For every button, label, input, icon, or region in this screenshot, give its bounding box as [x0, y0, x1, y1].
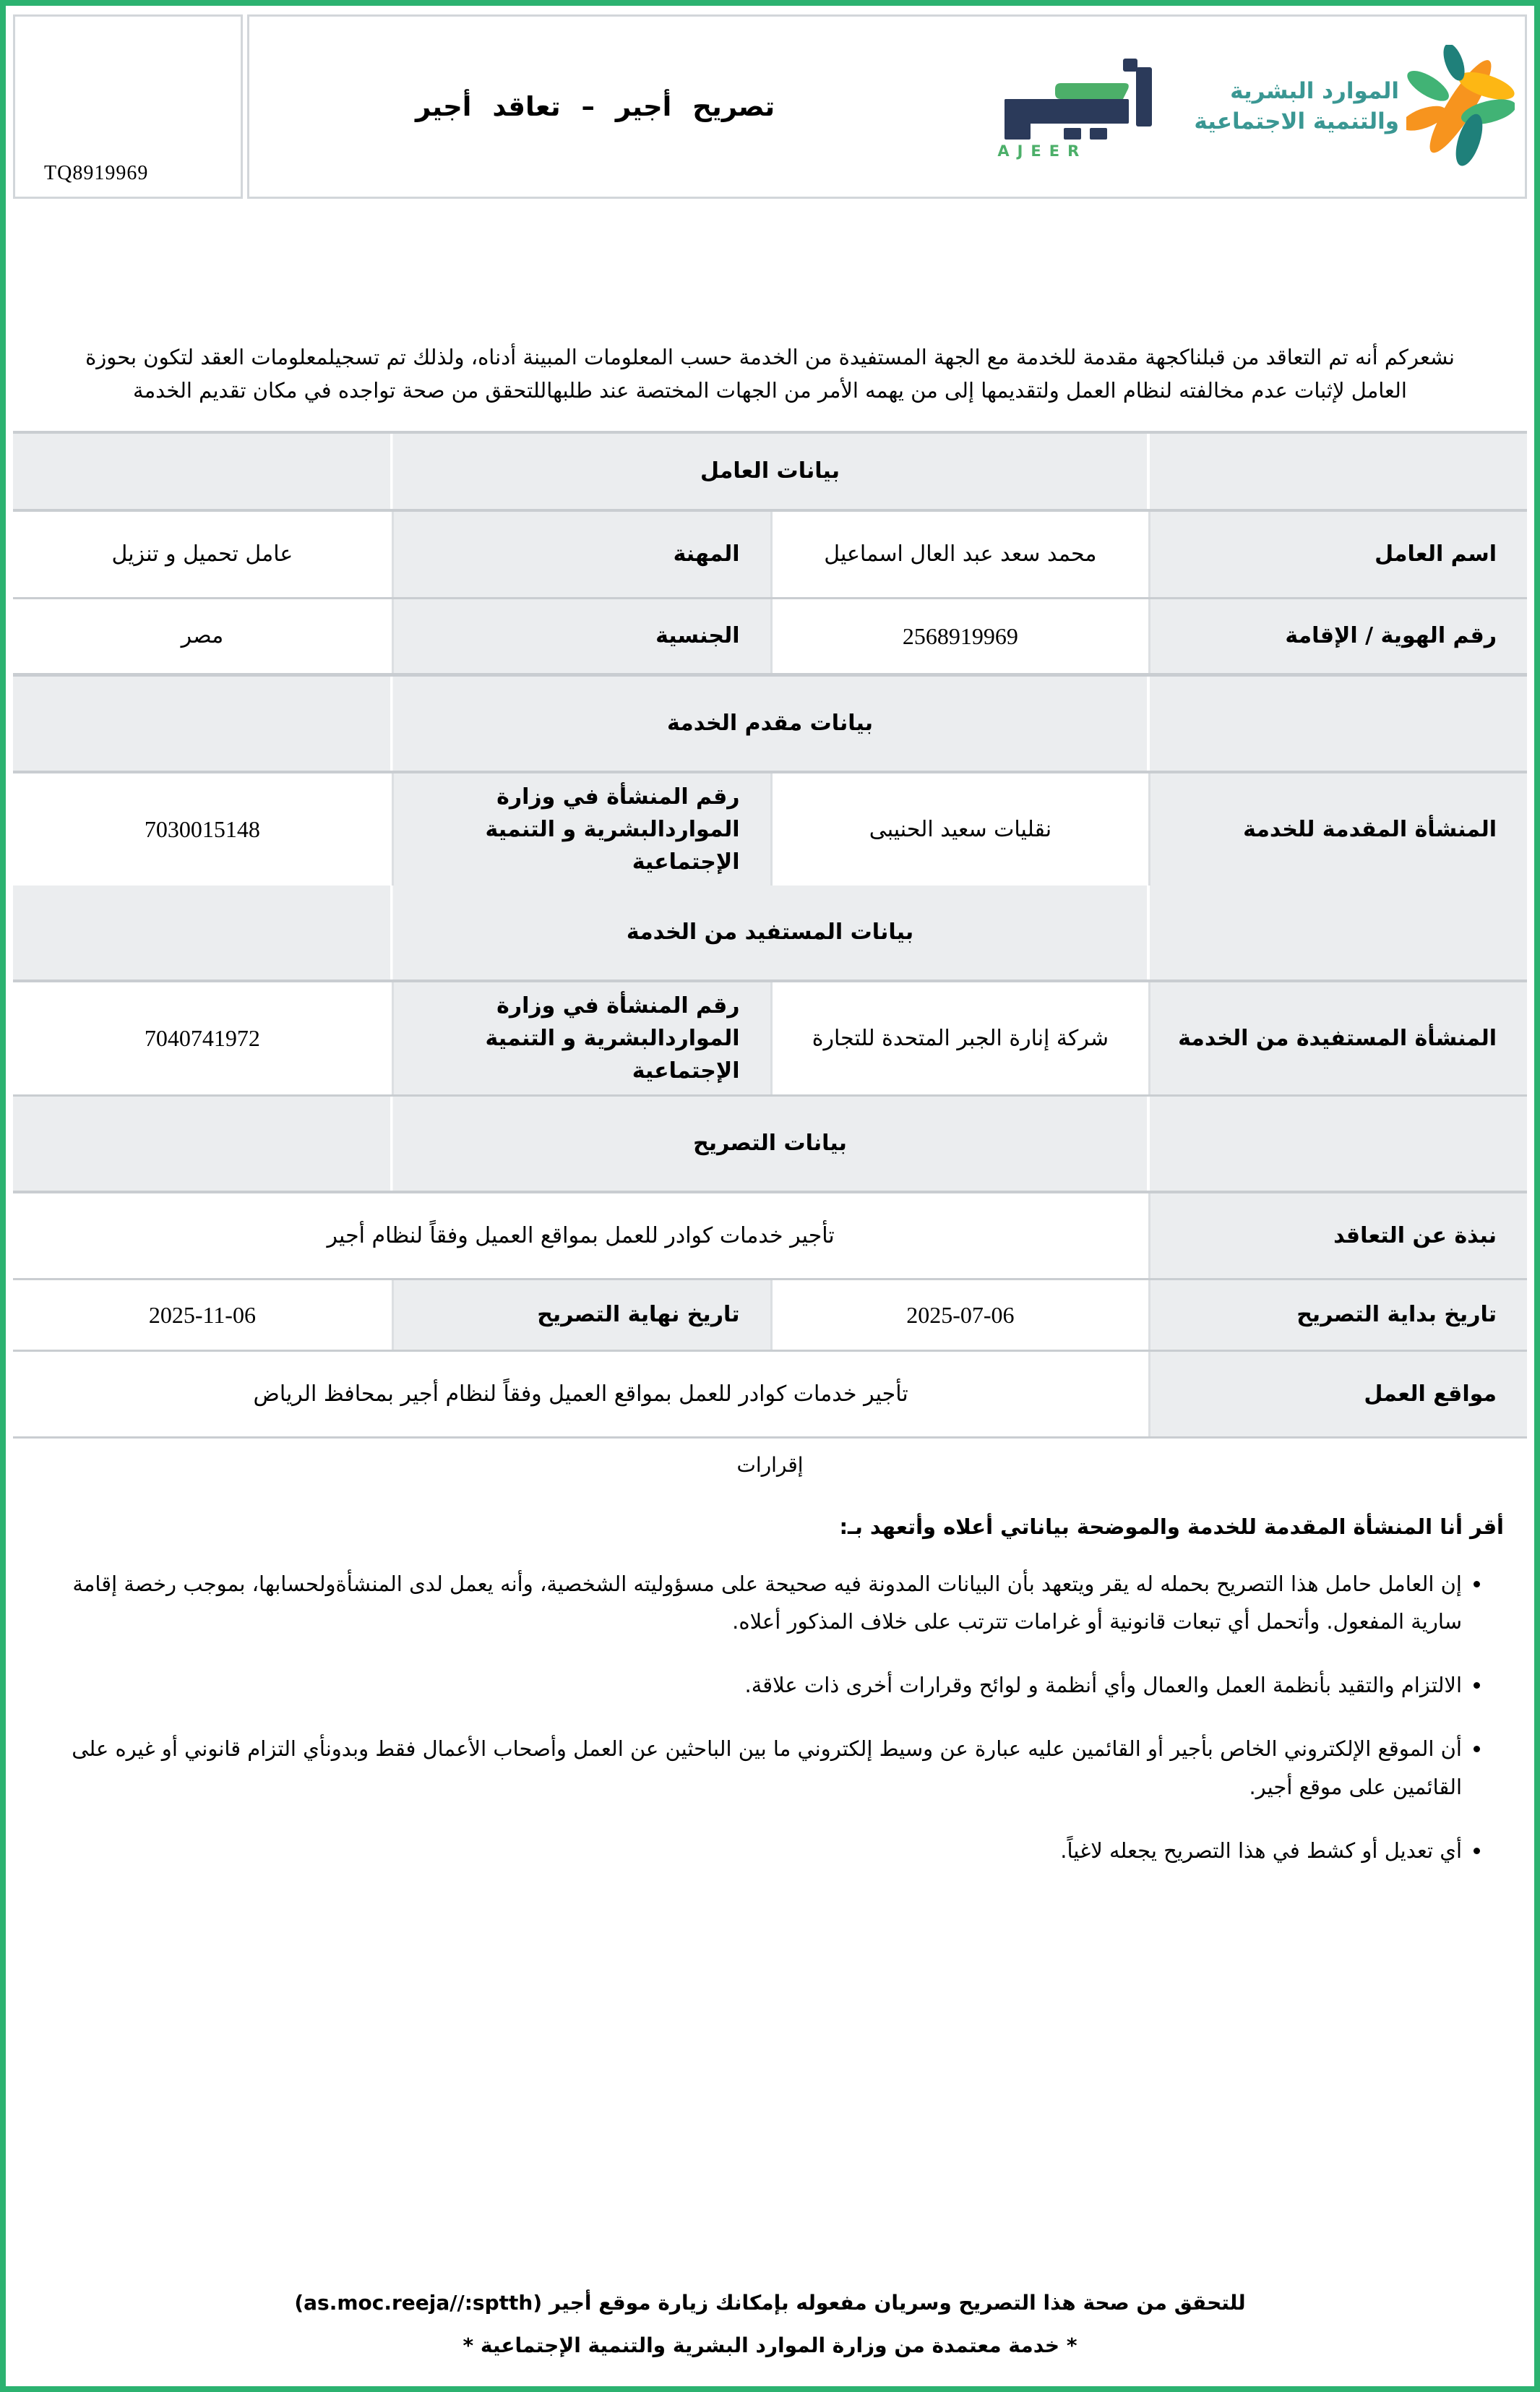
ministry-logo-icon [1406, 45, 1515, 169]
worker-id-row [13, 599, 1527, 675]
ajeer-wordmark-icon [994, 54, 1159, 140]
ministry-logo [1194, 45, 1515, 169]
worker-id-label: رقم الهوية / الإقامة [1148, 599, 1527, 673]
permit-start-value: 2025-07-06 [770, 1280, 1149, 1350]
provider-name-label: المنشأة المقدمة للخدمة [1148, 773, 1527, 886]
title-box [247, 14, 1527, 199]
permit-about-label: نبذة عن التعاقد [1148, 1193, 1527, 1278]
footer-verify-line [6, 2282, 1534, 2325]
provider-row [13, 773, 1527, 884]
permit-end-label: تاريخ نهاية التصريح [392, 1280, 770, 1350]
ministry-name [1194, 77, 1399, 137]
permit-locations-row [13, 1352, 1527, 1439]
beneficiary-name-value: شركة إنارة الجبر المتحدة للتجارة [770, 982, 1149, 1094]
worker-name-row [13, 512, 1527, 599]
permit-number-box [13, 14, 243, 199]
permit-locations-label: مواقع العمل [1148, 1352, 1527, 1436]
permit-locations-value: تأجير خدمات كوادر للعمل بمواقع العميل وفقاً لنظام أجير بمحافظ الرياض [13, 1352, 1148, 1436]
declaration-item: • أي تعديل أو كشط في هذا التصريح يجعله لاغياً. [36, 1832, 1462, 1869]
footer [6, 2282, 1534, 2367]
declaration-item: • إن العامل حامل هذا التصريح بحمله له يقر ويتعهد بأن البيانات المدونة فيه صحيحة على مسؤوليته الشخصية، وأنه يعمل لدى المنشأةولحسابها، بموجب رخصة إقامة سارية المفعول. وأتحمل أي تبعات قانونية أو غرامات تترتب على خلاف المذكور أعلاه. [36, 1565, 1462, 1640]
permit-dates-row [13, 1280, 1527, 1352]
declarations-header: إقرارات [736, 1452, 804, 1477]
intro-text: نشعركم أنه تم التعاقد من قبلناكجهة مقدمة للخدمة مع الجهة المستفيدة من الخدمة حسب المعلومات المبينة أدناه، ولذلك تم تسجيلمعلومات العقد لتكون بحوزة العامل لإثبات عدم مخالفته لنظام العمل ولتقديمها إلى من يهمه الأمر من الجهات المختصة عند طلبهاللتحقق من صحة تواجده في مكان تقديم الخدمة [85, 345, 1455, 403]
declaration-item: • الالتزام والتقيد بأنظمة العمل والعمال وأي أنظمة و لوائح وقرارات أخرى ذات علاقة. [36, 1666, 1462, 1704]
declarations-section [36, 1453, 1504, 1869]
permit-about-row [13, 1193, 1527, 1280]
worker-name-label: اسم العامل [1148, 512, 1527, 597]
worker-section-header: بيانات العامل [13, 432, 1527, 512]
ajeer-logo [994, 54, 1159, 160]
beneficiary-row [13, 982, 1527, 1095]
beneficiary-number-label: رقم المنشأة في وزارة المواردالبشرية و التنمية الإجتماعية [392, 982, 770, 1094]
provider-number-label: رقم المنشأة في وزارة المواردالبشرية و التنمية الإجتماعية [392, 773, 770, 886]
worker-occupation-label: المهنة [392, 512, 770, 597]
provider-section-header: بيانات مقدم الخدمة [13, 675, 1527, 773]
worker-occupation-value: عامل تحميل و تنزيل [13, 512, 392, 597]
permit-about-value: تأجير خدمات كوادر للعمل بمواقع العميل وفقاً لنظام أجير [13, 1193, 1148, 1278]
worker-name-value: محمد سعد عبد العال اسماعيل [770, 512, 1149, 597]
permit-end-value: 2025-11-06 [13, 1280, 392, 1350]
beneficiary-name-label: المنشأة المستفيدة من الخدمة [1148, 982, 1527, 1094]
worker-nationality-label: الجنسية [392, 599, 770, 673]
ministry-name-line1: الموارد البشرية [1230, 77, 1399, 104]
declarations-intro: أقر أنا المنشأة المقدمة للخدمة والموضحة بياناتي أعلاه وأتعهد بـ: [839, 1514, 1504, 1539]
ajeer-latin-label: AJEER [997, 142, 1088, 160]
permit-number: TQ8919969 [44, 162, 149, 184]
page-title: تصريح أجير – تعاقد أجير [416, 91, 775, 122]
footer-verify-url: (as.moc.reeja//:sptth) [294, 2291, 543, 2315]
permit-start-label: تاريخ بداية التصريح [1148, 1280, 1527, 1350]
footer-accredited-text: * خدمة معتمدة من وزارة الموارد البشرية والتنمية الإجتماعية * [463, 2333, 1077, 2358]
header [13, 14, 1527, 199]
worker-nationality-value: مصر [13, 599, 392, 673]
worker-id-value: 2568919969 [770, 599, 1149, 673]
permit-section-header: بيانات التصريح [13, 1095, 1527, 1193]
declarations-list [36, 1565, 1504, 1869]
beneficiary-number-value: 7040741972 [13, 982, 392, 1094]
ministry-name-line2: والتنمية الاجتماعية [1194, 108, 1399, 134]
permit-table [13, 431, 1527, 1439]
provider-name-value: نقليات سعيد الحنيبى [770, 773, 1149, 886]
provider-number-value: 7030015148 [13, 773, 392, 886]
declaration-item: • أن الموقع الإلكتروني الخاص بأجير أو القائمين عليه عبارة عن وسيط إلكتروني ما بين الباحثين عن العمل وأصحاب الأعمال فقط وبدونأي التزام قانوني أو غيره على القائمين على موقع أجير. [36, 1730, 1462, 1805]
beneficiary-section-header: بيانات المستفيد من الخدمة [13, 884, 1527, 982]
footer-verify-text: للتحقق من صحة هذا التصريح وسريان مفعوله بإمكانك زيارة موقع أجير [549, 2291, 1246, 2315]
logo-zone [994, 45, 1525, 169]
